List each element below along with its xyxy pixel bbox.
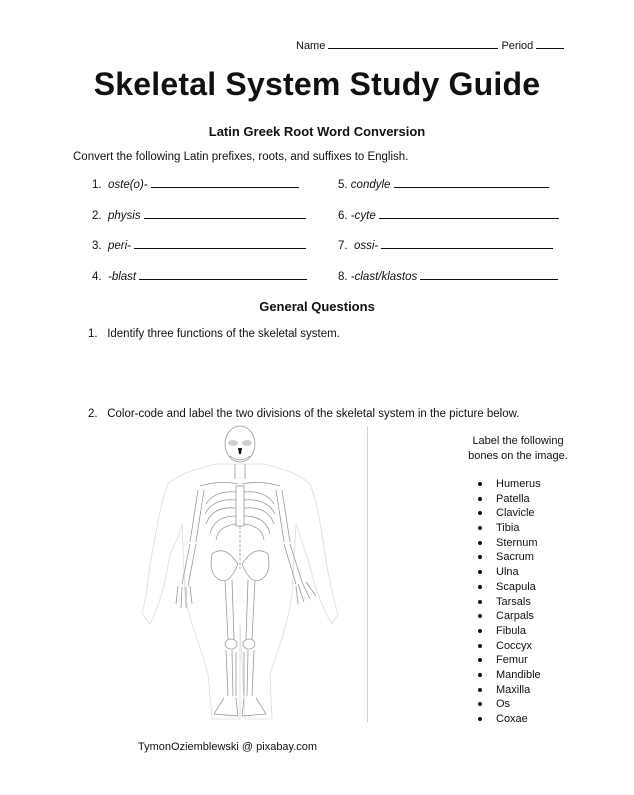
bullet-icon (478, 541, 482, 545)
answer-blank[interactable] (420, 269, 558, 280)
period-label: Period (501, 40, 534, 52)
root-term: condyle (350, 179, 391, 191)
bullet-icon (478, 600, 482, 604)
bone-item: Clavicle (478, 506, 541, 521)
name-period-line (296, 38, 564, 52)
bone-item: Carpals (478, 609, 541, 624)
bone-item: Coxae (478, 712, 541, 727)
bone-item: Coccyx (478, 639, 541, 654)
root-term: -cyte (350, 210, 376, 222)
name-label: Name (296, 40, 326, 52)
answer-blank[interactable] (379, 208, 559, 219)
root-item-6: 6. -cyte (338, 208, 559, 222)
question-1: 1. Identify three functions of the skeletal system. (88, 328, 340, 340)
page-title: Skeletal System Study Guide (93, 66, 541, 102)
bone-item: Ulna (478, 565, 541, 580)
answer-blank[interactable] (151, 177, 299, 188)
root-item-4: 4. -blast (92, 269, 307, 283)
period-field[interactable] (536, 38, 564, 49)
bullet-icon (478, 526, 482, 530)
answer-blank[interactable] (134, 238, 306, 249)
root-item-1: 1. oste(o)- (92, 177, 299, 191)
name-field[interactable] (328, 38, 498, 49)
bullet-icon (478, 658, 482, 662)
bone-item: Tibia (478, 521, 541, 536)
root-instructions: Convert the following Latin prefixes, roots, and suffixes to English. (73, 151, 409, 163)
root-item-2: 2. physis (92, 208, 306, 222)
bullet-icon (478, 497, 482, 501)
root-section-heading: Latin Greek Root Word Conversion (208, 124, 426, 139)
bone-item: Sternum (478, 536, 541, 551)
image-credit: TymonOziemblewski @ pixabay.com (138, 741, 318, 753)
skeleton-illustration (120, 424, 360, 724)
bullet-icon (478, 482, 482, 486)
bone-item: Os (478, 697, 541, 712)
column-divider (367, 426, 368, 722)
answer-blank[interactable] (381, 238, 553, 249)
general-section-heading: General Questions (259, 299, 375, 314)
bullet-icon (478, 629, 482, 633)
bullet-icon (478, 688, 482, 692)
bone-item: Sacrum (478, 550, 541, 565)
root-item-5: 5. condyle (338, 177, 549, 191)
root-term: oste(o)- (107, 179, 148, 191)
bone-list (478, 477, 541, 727)
bone-item: Scapula (478, 580, 541, 595)
bullet-icon (478, 555, 482, 559)
bullet-icon (478, 511, 482, 515)
bone-item: Fibula (478, 624, 541, 639)
bone-item: Femur (478, 653, 541, 668)
bone-item: Tarsals (478, 595, 541, 610)
root-term: -clast/klastos (350, 271, 418, 283)
bone-item: Maxilla (478, 683, 541, 698)
root-term: -blast (107, 271, 137, 283)
answer-blank[interactable] (144, 208, 306, 219)
bone-list-heading: Label the following bones on the image. (468, 435, 568, 462)
bullet-icon (478, 644, 482, 648)
root-item-8: 8. -clast/klastos (338, 269, 558, 283)
root-item-7: 7. ossi- (338, 238, 553, 252)
bullet-icon (478, 717, 482, 721)
bullet-icon (478, 570, 482, 574)
answer-blank[interactable] (139, 269, 307, 280)
question-2: 2. Color-code and label the two divisions of the skeletal system in the picture below. (88, 408, 520, 420)
answer-blank[interactable] (394, 177, 549, 188)
bullet-icon (478, 673, 482, 677)
bone-item: Patella (478, 492, 541, 507)
bullet-icon (478, 614, 482, 618)
bullet-icon (478, 585, 482, 589)
root-term: physis (107, 210, 141, 222)
bullet-icon (478, 702, 482, 706)
bone-item: Humerus (478, 477, 541, 492)
root-term: peri- (107, 240, 131, 252)
bone-item: Mandible (478, 668, 541, 683)
root-term: ossi- (353, 240, 379, 252)
root-item-3: 3. peri- (92, 238, 306, 252)
